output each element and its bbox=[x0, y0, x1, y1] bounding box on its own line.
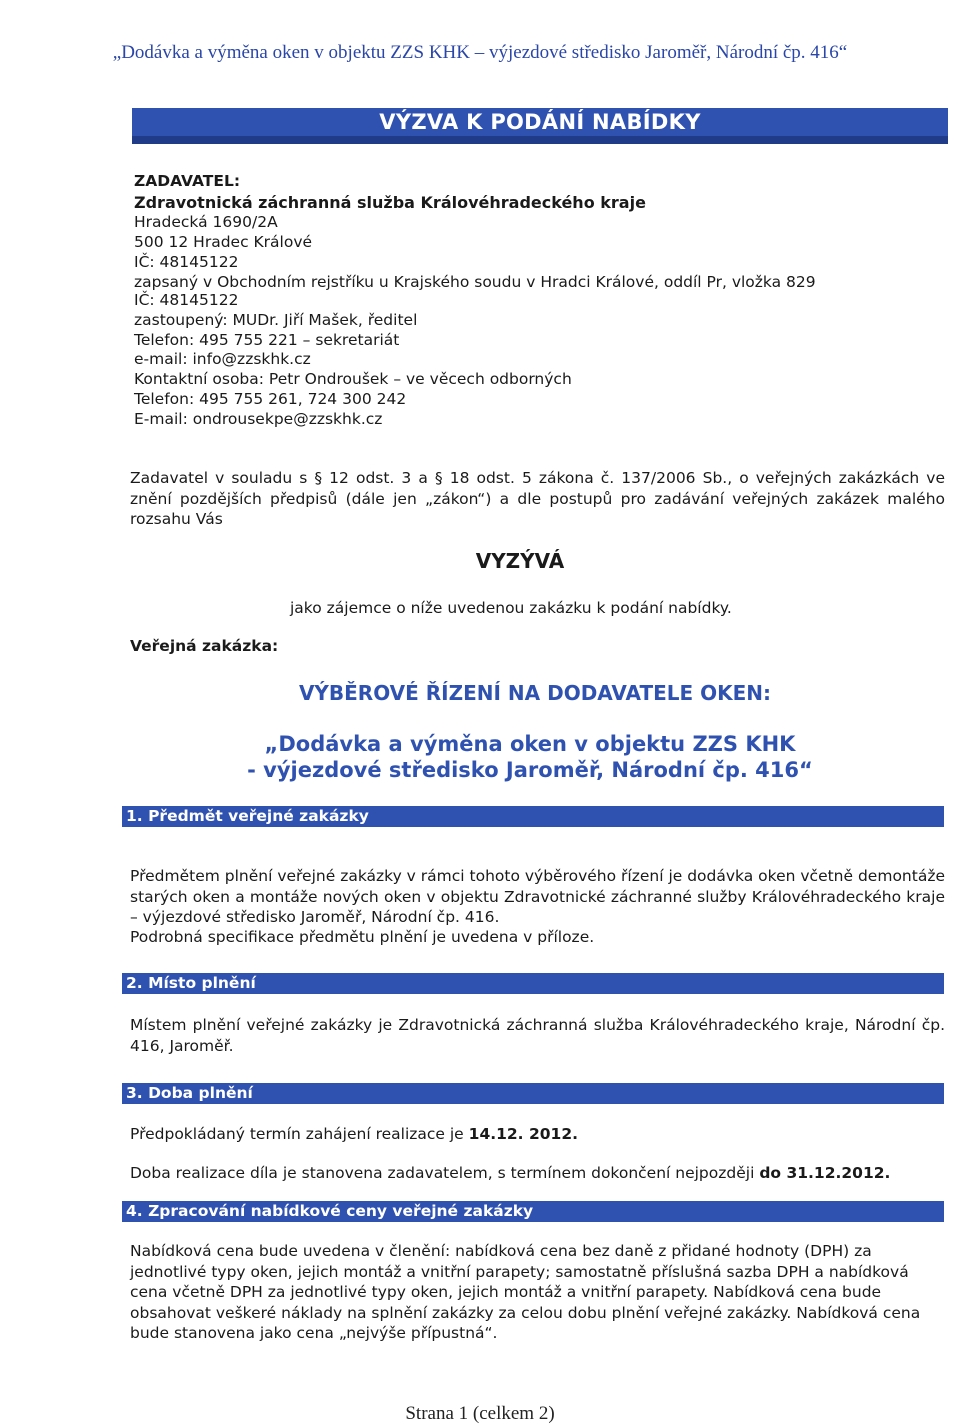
authority-line: Kontaktní osoba: Petr Ondroušek – ve věcech odborných bbox=[134, 370, 572, 388]
running-header: „Dodávka a výměna oken v objektu ZZS KHK – výjezdové středisko Jaroměř, Národní čp. 416“ bbox=[112, 42, 848, 63]
section-1-paragraph: Předmětem plnění veřejné zakázky v rámci tohoto výběrového řízení je dodávka oken včetně demontáže starých oken a montáže nových oken v objektu Zdravotnické záchranné služby Královéhradeckého kraje – výjezdové středisko Jaroměř, Národní čp. 416. bbox=[130, 867, 945, 926]
contract-name-line1: „Dodávka a výměna oken v objektu ZZS KHK bbox=[264, 732, 796, 756]
authority-line: IČ: 48145122 bbox=[134, 291, 239, 309]
document-title: VÝZVA K PODÁNÍ NABÍDKY bbox=[132, 108, 948, 144]
authority-line: IČ: 48145122 bbox=[134, 253, 239, 271]
authority-line: Hradecká 1690/2A bbox=[134, 213, 278, 231]
authority-line: E-mail: ondrousekpe@zzskhk.cz bbox=[134, 410, 383, 428]
authority-line: 500 12 Hradec Králové bbox=[134, 233, 313, 251]
as-applicant-text: jako zájemce o níže uvedenou zakázku k podání nabídky. bbox=[290, 599, 732, 617]
start-date: 14.12. 2012. bbox=[468, 1125, 578, 1143]
procedure-heading: VÝBĚROVÉ ŘÍZENÍ NA DODAVATELE OKEN: bbox=[298, 681, 772, 705]
section-heading-1 bbox=[122, 806, 944, 827]
authority-name: Zdravotnická záchranná služba Královéhradeckého kraje bbox=[134, 193, 646, 212]
section-heading-2 bbox=[122, 973, 944, 994]
authority-line: Telefon: 495 755 221 – sekretariát bbox=[134, 331, 400, 349]
section-4-paragraph: Nabídková cena bude uvedena v členění: nabídková cena bez daně z přidané hodnoty (DPH) za jednotlivé typy oken, jejich montáž a vnitřní parapety; samostatně příslušná sazba DPH a nabídková cena včetně DPH za jednotlivé typy oken, jejich montáž a vnitřní parapety. Nabídková cena bude obsahovat veškeré náklady na splnění zakázky za celou dobu plnění veřejné zakázky. Nabídková cena bude stanovena jako cena „nejvýše přípustná“. bbox=[130, 1242, 921, 1342]
end-date: do 31.12.2012. bbox=[759, 1164, 891, 1182]
page-number: Strana 1 (celkem 2) bbox=[405, 1403, 555, 1424]
calls-heading: VYZÝVÁ bbox=[475, 549, 565, 573]
end-text: Doba realizace díla je stanovena zadavatelem, s termínem dokončení nejpozději bbox=[130, 1164, 755, 1182]
section-2-paragraph: Místem plnění veřejné zakázky je Zdravotnická záchranná služba Královéhradeckého kraje, Národní čp. 416, Jaroměř. bbox=[130, 1016, 945, 1055]
section-heading-label: 1. Předmět veřejné zakázky bbox=[122, 806, 379, 827]
section-heading-3 bbox=[122, 1083, 944, 1104]
authority-line: e-mail: info@zzskhk.cz bbox=[134, 350, 311, 368]
contract-name-line2: - výjezdové středisko Jaroměř, Národní čp. 416“ bbox=[247, 758, 813, 782]
authority-line: zastoupený: MUDr. Jiří Mašek, ředitel bbox=[134, 311, 418, 329]
section-heading-label: 2. Místo plnění bbox=[122, 973, 266, 994]
end-date-line bbox=[130, 1163, 945, 1184]
section-1-paragraph: Podrobná specifikace předmětu plnění je uvedena v příloze. bbox=[130, 928, 595, 946]
intro-paragraph: Zadavatel v souladu s § 12 odst. 3 a § 18 odst. 5 zákona č. 137/2006 Sb., o veřejných zakázkách ve znění pozdějších předpisů (dále jen „zákon“) a dle postupů pro zadávání veřejných zakázek malého rozsahu Vás bbox=[130, 469, 945, 528]
public-contract-label: Veřejná zakázka: bbox=[130, 637, 279, 655]
authority-line: Telefon: 495 755 261, 724 300 242 bbox=[134, 390, 407, 408]
authority-line: zapsaný v Obchodním rejstříku u Krajského soudu v Hradci Králové, oddíl Pr, vložka 829 bbox=[134, 273, 816, 291]
start-text: Předpokládaný termín zahájení realizace je bbox=[130, 1125, 464, 1143]
start-date-line bbox=[130, 1124, 945, 1145]
section-heading-4 bbox=[122, 1201, 944, 1222]
section-heading-label: 4. Zpracování nabídkové ceny veřejné zakázky bbox=[122, 1201, 543, 1222]
authority-label: ZADAVATEL: bbox=[134, 172, 241, 190]
section-heading-label: 3. Doba plnění bbox=[122, 1083, 263, 1104]
